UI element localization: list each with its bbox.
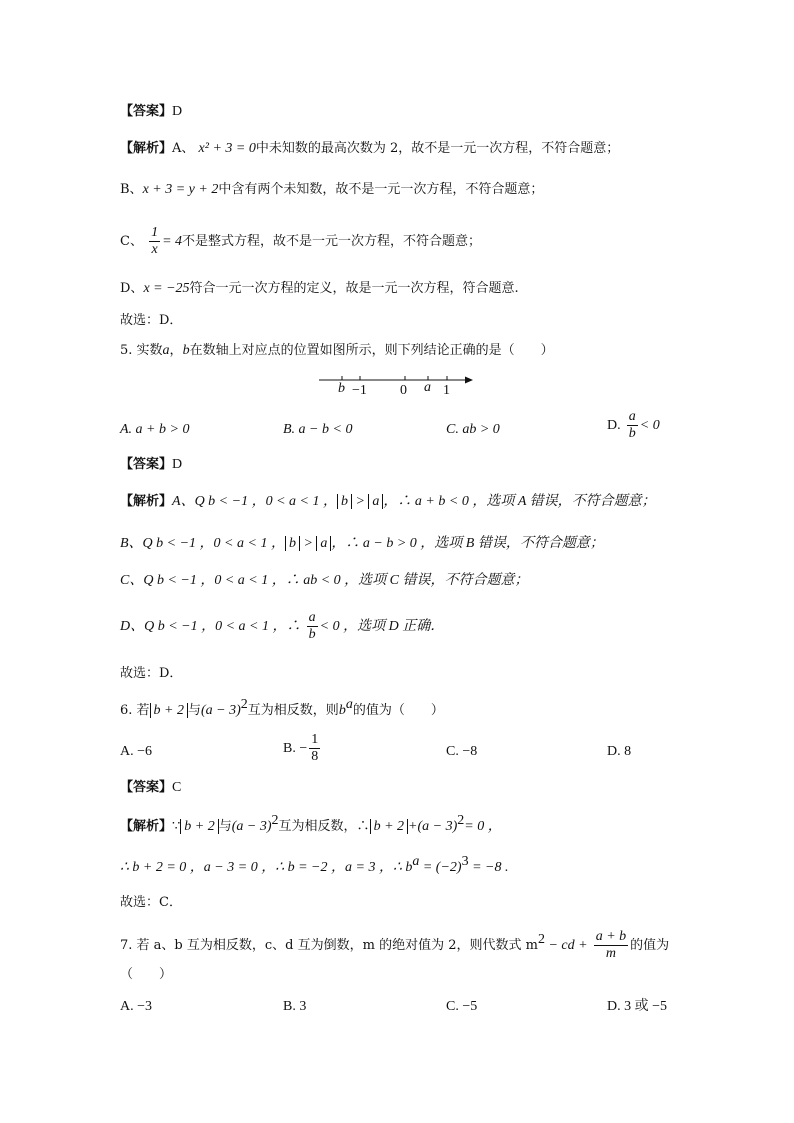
q5-analysis-a	[120, 493, 656, 511]
answer-tag: 【答案】	[120, 457, 173, 472]
q6-stem-mid1: 与	[188, 703, 202, 718]
q5-var-a: a	[162, 343, 170, 358]
axis-label-b: b	[338, 381, 345, 396]
q5-option-b[interactable]: B. a − b < 0	[283, 422, 353, 437]
q4-a-equation: x² + 3 = 0	[198, 141, 256, 156]
q6-analysis-sup-a: 2	[271, 813, 279, 828]
q6-stem-sup: a	[345, 697, 353, 712]
q5-analysis-d-fraction	[307, 611, 318, 642]
q4-d-equation: x = −25	[143, 281, 190, 296]
q4-c-denominator: x	[151, 242, 158, 257]
q6-answer-line	[120, 779, 181, 797]
q6-analysis-line2	[120, 854, 509, 877]
q6-option-b-den: 8	[311, 749, 319, 764]
q6-option-d[interactable]: D. 8	[607, 744, 632, 759]
q5-analysis-b-pre: B、Q b < −1 ，0 < a < 1 ，	[120, 536, 285, 551]
q6-analysis-sup-b: 2	[457, 813, 465, 828]
q5-analysis-d-post: < 0 ，选项 D 正确．	[319, 619, 445, 634]
q7-stem-mid: − cd +	[544, 938, 588, 953]
q6-analysis-l2-sup2: 3	[461, 854, 469, 869]
q5-option-d[interactable]	[607, 410, 660, 441]
q5-stem	[120, 342, 554, 360]
q6-option-b-num: 1	[311, 732, 319, 747]
q7-stem-pre: 7. 若 a、b 互为相反数，c、d 互为倒数，m 的绝对值为 2，则代数式 m	[120, 938, 538, 953]
q4-c-numerator: 1	[151, 225, 159, 240]
q4-c-prefix: C、	[120, 234, 143, 249]
q5-analysis-d-pre: D、Q b < −1 ，0 < a < 1 ，∴	[120, 619, 301, 634]
q6-analysis-mid2: 互为相反数，∴	[278, 819, 370, 834]
q6-analysis-post: = 0 ，	[464, 819, 502, 834]
q4-analysis-a	[120, 140, 619, 158]
q4-a-text: 中未知数的最高次数为 2，故不是一元一次方程，不符合题意；	[255, 141, 620, 156]
analysis-tag: 【解析】	[120, 819, 173, 834]
q5-analysis-a-post: ，∴ a + b < 0 ，选项 A 错误，不符合题意；	[383, 494, 656, 509]
q5-sep: ，	[169, 343, 183, 358]
q6-analysis-l2-pre: ∴ b + 2 = 0 ，a − 3 = 0 ，∴ b = −2 ，a = 3 ，∴ b	[120, 860, 413, 875]
q6-stem-b: b	[338, 703, 346, 718]
q5-var-b: b	[182, 343, 190, 358]
q4-a-prefix: A、	[172, 141, 195, 156]
axis-label-0: 0	[400, 383, 407, 398]
q4-d-prefix: D、	[120, 281, 144, 296]
q6-analysis-l2-sup: a	[412, 854, 420, 869]
q6-analysis-sq: (a − 3)	[231, 819, 272, 834]
q6-analysis-line1	[120, 813, 502, 836]
q7-option-a[interactable]: A. −3	[120, 999, 153, 1014]
q6-option-b-label: B. −	[283, 741, 308, 756]
q6-analysis-sq2: (a − 3)	[417, 819, 458, 834]
answer-tag: 【答案】	[120, 104, 173, 119]
q4-c-text: 不是整式方程，故不是一元一次方程，不符合题意；	[182, 234, 482, 249]
q7-option-d[interactable]: D. 3 或 −5	[607, 999, 668, 1014]
q5-analysis-d-num: a	[308, 610, 316, 625]
q6-stem-sup2: 2	[240, 697, 248, 712]
answer-tag: 【答案】	[120, 780, 173, 795]
q7-stem-den: m	[605, 946, 616, 961]
q6-stem-pre: 6. 若	[120, 703, 150, 718]
q4-analysis-b	[120, 181, 543, 199]
q5-stem-post: 在数轴上对应点的位置如图所示，则下列结论正确的是（ ）	[189, 343, 554, 358]
q4-b-text: 中含有两个未知数，故不是一元一次方程，不符合题意；	[218, 182, 544, 197]
axis-label-1: 1	[443, 383, 450, 398]
q5-analysis-b	[120, 535, 604, 553]
q5-analysis-d	[120, 611, 444, 642]
q6-stem-mid2: 互为相反数，则	[247, 703, 339, 718]
q5-analysis-b-abs-b: b	[285, 536, 300, 551]
q7-stem	[120, 930, 669, 961]
q6-analysis-mid: 与	[218, 819, 232, 834]
q5-analysis-b-abs-a: a	[316, 536, 331, 551]
q5-analysis-a-gt: >	[351, 494, 369, 509]
q4-analysis-d	[120, 280, 519, 298]
q4-analysis-c	[120, 226, 481, 257]
q4-conclusion: 故选：D．	[120, 313, 183, 328]
q6-stem	[120, 697, 444, 720]
q7-stem-num: a + b	[595, 929, 627, 944]
q5-analysis-c: C、Q b < −1 ，0 < a < 1 ，∴ ab < 0 ，选项 C 错误，不符合题意；	[120, 573, 529, 588]
q5-option-d-fraction	[627, 410, 638, 441]
q5-analysis-d-den: b	[308, 627, 316, 642]
axis-label-minus-1: −1	[352, 383, 367, 398]
q5-option-d-den: b	[628, 426, 636, 441]
q5-analysis-a-pre: A、Q b < −1 ，0 < a < 1 ，	[172, 494, 337, 509]
q7-stem-sup: 2	[537, 932, 545, 947]
q4-answer-line	[120, 103, 182, 121]
q6-analysis-abs: b + 2	[180, 819, 218, 834]
q6-stem-sq: (a − 3)	[201, 703, 241, 718]
q4-c-fraction	[149, 226, 160, 257]
q6-analysis-l2-mid: = (−2)	[419, 860, 462, 875]
analysis-tag: 【解析】	[120, 494, 173, 509]
q6-option-b[interactable]	[283, 733, 322, 764]
q5-option-d-label: D.	[607, 418, 621, 433]
q5-option-d-num: a	[628, 409, 636, 424]
q5-stem-pre: 5. 实数	[120, 343, 163, 358]
q6-analysis-plus: +	[408, 819, 418, 834]
q5-conclusion: 故选：D．	[120, 666, 183, 681]
q7-stem-fraction	[594, 930, 628, 961]
q6-stem-abs: b + 2	[150, 703, 188, 718]
q5-option-c[interactable]: C. ab > 0	[446, 422, 500, 437]
q5-answer-line	[120, 456, 182, 474]
q4-b-prefix: B、	[120, 182, 143, 197]
q5-analysis-b-gt: >	[299, 536, 317, 551]
q5-analysis-a-abs-a: a	[368, 494, 383, 509]
q5-analysis-a-abs-b: b	[337, 494, 352, 509]
q4-answer: D	[172, 104, 183, 119]
q6-analysis-l2-post: = −8 .	[468, 860, 509, 875]
q5-option-d-post: < 0	[639, 418, 660, 433]
q7-option-b[interactable]: B. 3	[283, 999, 307, 1014]
q6-option-b-fraction	[309, 733, 320, 764]
q6-stem-post: 的值为（ ）	[352, 703, 444, 718]
q5-answer: D	[172, 457, 183, 472]
q5-analysis-b-post: ，∴ a − b > 0 ，选项 B 错误，不符合题意；	[331, 536, 604, 551]
q6-analysis-abs2: b + 2	[370, 819, 408, 834]
q6-option-c[interactable]: C. −8	[446, 744, 478, 759]
q6-conclusion: 故选：C．	[120, 895, 182, 910]
analysis-tag: 【解析】	[120, 141, 173, 156]
q6-answer: C	[172, 780, 182, 795]
q5-option-a[interactable]: A. a + b > 0	[120, 422, 190, 437]
axis-label-a: a	[424, 380, 431, 395]
q6-analysis-because: ∵	[172, 819, 181, 834]
q7-option-c[interactable]: C. −5	[446, 999, 478, 1014]
q7-stem-post: 的值为	[630, 938, 670, 953]
q7-stem-paren: （ ）	[120, 967, 173, 982]
q6-option-a[interactable]: A. −6	[120, 744, 153, 759]
q4-d-text: 符合一元一次方程的定义，故是一元一次方程，符合题意.	[189, 281, 519, 296]
q4-b-equation: x + 3 = y + 2	[142, 182, 219, 197]
q4-c-eq-tail: = 4	[162, 234, 183, 249]
